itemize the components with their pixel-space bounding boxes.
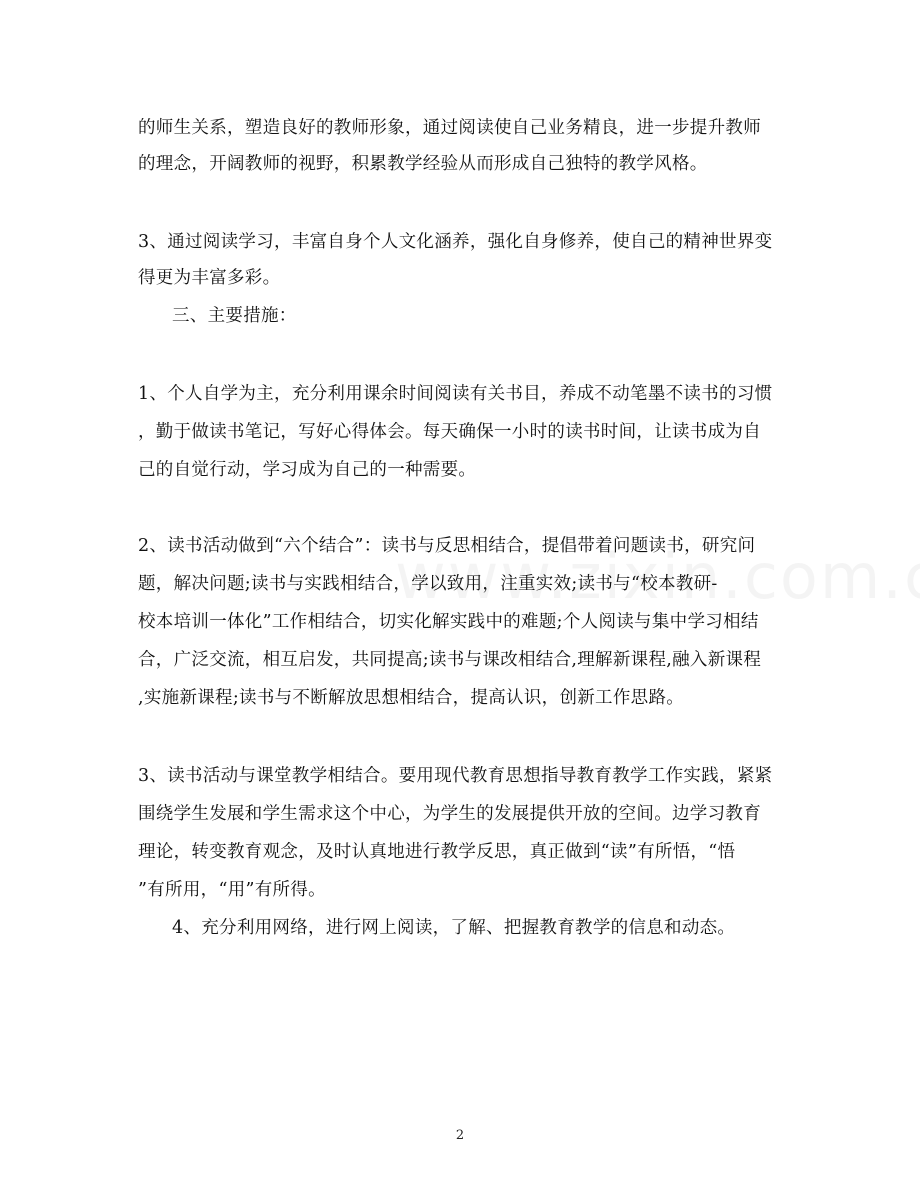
text-line: 己的自觉行动，学习成为自己的一种需要。 xyxy=(138,460,477,480)
text-line: 3、通过阅读学习，丰富自身个人文化涵养，强化自身修养，使自己的精神世界变 xyxy=(138,232,773,252)
text-line: 理论，转变教育观念，及时认真地进行教学反思，真正做到“读”有所悟，“悟 xyxy=(138,842,736,862)
text-line: 得更为丰富多彩。 xyxy=(138,268,281,288)
text-line: 3、读书活动与课堂教学相结合。要用现代教育思想指导教育教学工作实践，紧紧 xyxy=(138,766,773,786)
page-number: 2 xyxy=(455,1128,465,1143)
text-line: 2、读书活动做到“六个结合”：读书与反思相结合，提倡带着问题读书，研究问 xyxy=(138,536,756,556)
text-line: 校本培训一体化”工作相结合，切实化解实践中的难题;个人阅读与集中学习相结 xyxy=(138,612,759,632)
text-line: 1、个人自学为主，充分利用课余时间阅读有关书目，养成不动笔墨不读书的习惯 xyxy=(138,384,773,404)
text-line: 的理念，开阔教师的视野，积累教学经验从而形成自己独特的教学风格。 xyxy=(138,154,708,174)
text-line: ,实施新课程;读书与不断解放思想相结合，提高认识，创新工作思路。 xyxy=(138,688,685,708)
text-line: ，勤于做读书笔记，写好心得体会。每天确保一小时的读书时间，让读书成为自 xyxy=(138,422,761,442)
text-line: ”有所用，“用”有所得。 xyxy=(138,880,326,900)
section-heading: 三、主要措施： xyxy=(172,306,297,326)
text-line: 4、充分利用网络，进行网上阅读，了解、把握教育教学的信息和动态。 xyxy=(172,918,736,938)
text-line: 题，解决问题;读书与实践相结合，学以致用，注重实效;读书与“校本教研- xyxy=(138,574,718,594)
text-line: 围绕学生发展和学生需求这个中心，为学生的发展提供开放的空间。边学习教育 xyxy=(138,804,761,824)
text-line: 的师生关系，塑造良好的教师形象，通过阅读使自己业务精良，进一步提升教师 xyxy=(138,118,761,138)
text-line: 合，广泛交流，相互启发，共同提高;读书与课改相结合,理解新课程,融入新课程 xyxy=(138,650,762,670)
